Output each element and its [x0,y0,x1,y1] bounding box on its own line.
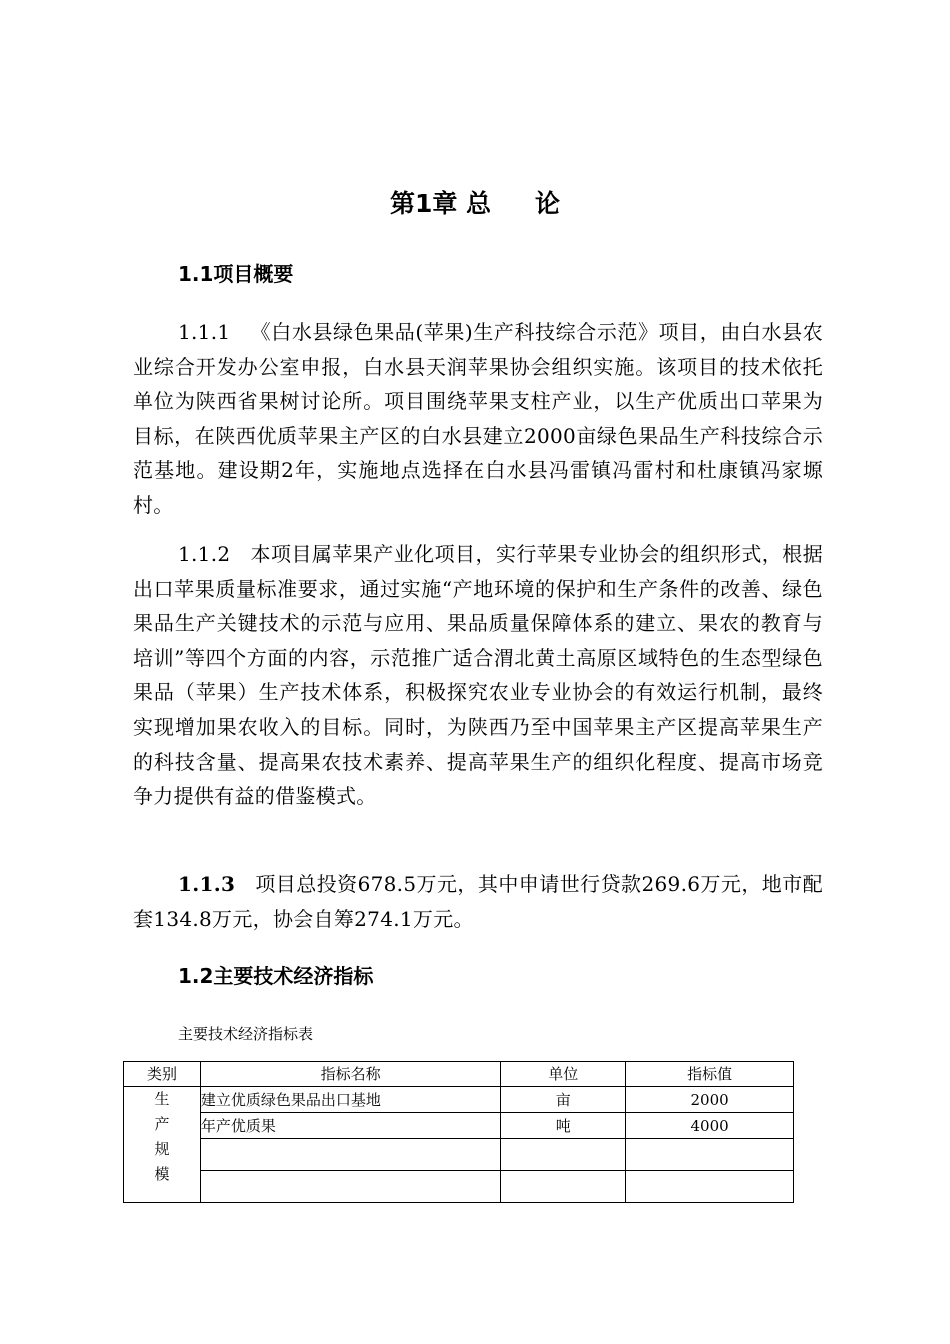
value-cell [626,1139,794,1171]
value-cell: 2000 [626,1087,794,1113]
unit-cell: 亩 [501,1087,626,1113]
paragraph-number: 1.1.2 [178,542,231,566]
chapter-title-left: 第1章 总 [389,189,492,218]
header-indicator-name: 指标名称 [200,1062,501,1087]
chapter-title-right: 论 [535,189,561,218]
category-char: 模 [154,1165,170,1183]
indicator-name-cell [200,1139,501,1171]
table-row [124,1171,794,1203]
category-char: 规 [154,1140,170,1158]
paragraph-text: 《白水县绿色果品(苹果)生产科技综合示范》项目，由白水县农业综合开发办公室申报，白水县天润苹果协会组织实施。该项目的技术依托单位为陕西省果树讨论所。项目围绕苹果支柱产业，以生产优质出口苹果为目标，在陕西优质苹果主产区的白水县建立2000亩绿色果品生产科技综合示范基地。建设期2年，实施地点选择在白水县冯雷镇冯雷村和杜康镇冯家塬村。 [133,320,823,517]
value-cell [626,1171,794,1203]
indicator-name-cell: 年产优质果 [200,1113,501,1139]
value-cell: 4000 [626,1113,794,1139]
paragraph-1-1-2 [133,537,823,814]
header-category: 类别 [124,1062,201,1087]
header-unit: 单位 [501,1062,626,1087]
unit-cell [501,1139,626,1171]
paragraph-1-1-3 [133,867,823,936]
unit-cell [501,1171,626,1203]
paragraph-number: 1.1.1 [178,320,231,344]
table-header-row [124,1062,794,1087]
paragraph-number: 1.1.3 [178,872,236,896]
paragraph-text: 本项目属苹果产业化项目，实行苹果专业协会的组织形式，根据出口苹果质量标准要求，通过实施“产地环境的保护和生产条件的改善、绿色果品生产关键技术的示范与应用、果品质量保障体系的建立、果农的教育与培训”等四个方面的内容，示范推广适合渭北黄土高原区域特色的生态型绿色果品（苹果）生产技术体系，积极探究农业专业协会的有效运行机制，最终实现增加果农收入的目标。同时，为陕西乃至中国苹果主产区提高苹果生产的科技含量、提高果农技术素养、提高苹果生产的组织化程度、提高市场竞争力提供有益的借鉴模式。 [133,542,823,809]
table-row [124,1139,794,1171]
section-heading-1-1: 1.1项目概要 [178,262,294,286]
table-caption: 主要技术经济指标表 [178,1025,314,1043]
indicator-name-cell [200,1171,501,1203]
header-value: 指标值 [626,1062,794,1087]
indicator-table [123,1061,794,1203]
section-heading-1-2: 1.2主要技术经济指标 [178,964,374,988]
chapter-title [0,186,950,222]
indicator-name-cell: 建立优质绿色果品出口基地 [200,1087,501,1113]
paragraph-text: 项目总投资678.5万元，其中申请世行贷款269.6万元，地市配套134.8万元，协会自筹274.1万元。 [133,872,823,931]
category-char: 生 [154,1090,170,1108]
paragraph-1-1-1 [133,315,823,523]
category-cell [124,1087,201,1203]
table-row [124,1087,794,1113]
unit-cell: 吨 [501,1113,626,1139]
table-row [124,1113,794,1139]
category-char: 产 [154,1115,170,1133]
